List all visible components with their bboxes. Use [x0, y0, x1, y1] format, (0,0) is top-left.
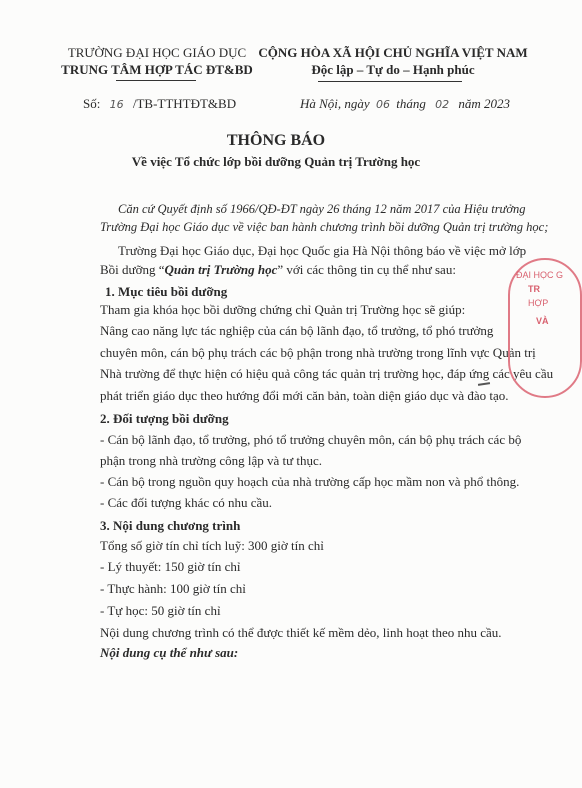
pen-mark [478, 382, 490, 386]
handwritten-month: 02 [435, 98, 450, 111]
page-title: THÔNG BÁO [226, 132, 326, 149]
section-heading: 1. Mục tiêu bồi dưỡng [105, 284, 228, 299]
document-number: Số: 16 /TB-TTHTĐT&BD [83, 96, 237, 111]
left-header-rule [116, 80, 196, 81]
paragraph-line: Nội dung cụ thể như sau: [100, 645, 239, 660]
section-heading: 2. Đối tượng bồi dưỡng [100, 411, 229, 426]
intro-line: Bồi dưỡng “Quản trị Trường học” với các thông tin cụ thể như sau: [100, 262, 456, 277]
paragraph-line: Nâng cao năng lực tác nghiệp của cán bộ lãnh đạo, tổ trưởng, tổ phó trưởng [100, 323, 494, 338]
paragraph-line: - Lý thuyết: 150 giờ tín chỉ [100, 559, 241, 574]
intro-line: Trường Đại học Giáo dục, Đại học Quốc gia Hà Nội thông báo về việc mở lớp [118, 243, 527, 258]
course-name: Quản trị Trường học [164, 262, 278, 277]
paragraph-line: Nhà trường để thực hiện có hiệu quả công tác quản trị trường học, đáp ứng các yêu cầu [100, 366, 554, 381]
paragraph-line: - Các đối tượng khác có nhu cầu. [100, 495, 273, 510]
paragraph-line: - Cán bộ lãnh đạo, tổ trưởng, phó tổ trưởng chuyên môn, cán bộ phụ trách các bộ [100, 432, 522, 447]
paragraph-line: phận trong nhà trường công lập và tư thục. [100, 453, 323, 468]
paragraph-line: - Tự học: 50 giờ tín chỉ [100, 603, 221, 618]
center-name: TRUNG TÂM HỢP TÁC ĐT&BD [61, 62, 253, 77]
paragraph-line: chuyên môn, cán bộ phụ trách các bộ phận trong nhà trường trong lĩnh vực Quản trị [100, 345, 536, 360]
paragraph-line: Tổng số giờ tín chỉ tích luỹ: 300 giờ tín chỉ [100, 538, 324, 553]
preamble-line: Trường Đại học Giáo dục về việc ban hành chương trình bồi dưỡng Quản trị trường học; [100, 220, 549, 234]
country-motto: Độc lập – Tự do – Hạnh phúc [311, 62, 475, 77]
page-subtitle: Về việc Tổ chức lớp bồi dưỡng Quản trị Trường học [131, 154, 421, 169]
university-name: TRƯỜNG ĐẠI HỌC GIÁO DỤC [67, 45, 247, 60]
official-stamp: ĐẠI HỌC G TR HỢP VÀ [508, 258, 582, 398]
preamble-line: Căn cứ Quyết định số 1966/QĐ-ĐT ngày 26 tháng 12 năm 2017 của Hiệu trưởng [118, 202, 526, 216]
document-date: Hà Nội, ngày 06 tháng 02 năm 2023 [300, 96, 510, 111]
handwritten-day: 06 [375, 98, 390, 111]
right-header-rule [318, 81, 462, 82]
country-name: CỘNG HÒA XÃ HỘI CHỦ NGHĨA VIỆT NAM [258, 45, 528, 60]
paragraph-line: phát triển giáo dục theo hướng đổi mới căn bản, toàn diện giáo dục và đào tạo. [100, 388, 509, 403]
paragraph-line: Nội dung chương trình có thể được thiết kế mềm dẻo, linh hoạt theo nhu cầu. [100, 625, 502, 640]
paragraph-line: - Cán bộ trong nguồn quy hoạch của nhà trường cấp học mầm non và phổ thông. [100, 474, 520, 489]
paragraph-line: Tham gia khóa học bồi dưỡng chứng chỉ Quản trị Trường học sẽ giúp: [100, 302, 466, 317]
paragraph-line: - Thực hành: 100 giờ tín chỉ [100, 581, 246, 596]
section-heading: 3. Nội dung chương trình [100, 518, 241, 533]
handwritten-number: 16 [109, 98, 124, 111]
